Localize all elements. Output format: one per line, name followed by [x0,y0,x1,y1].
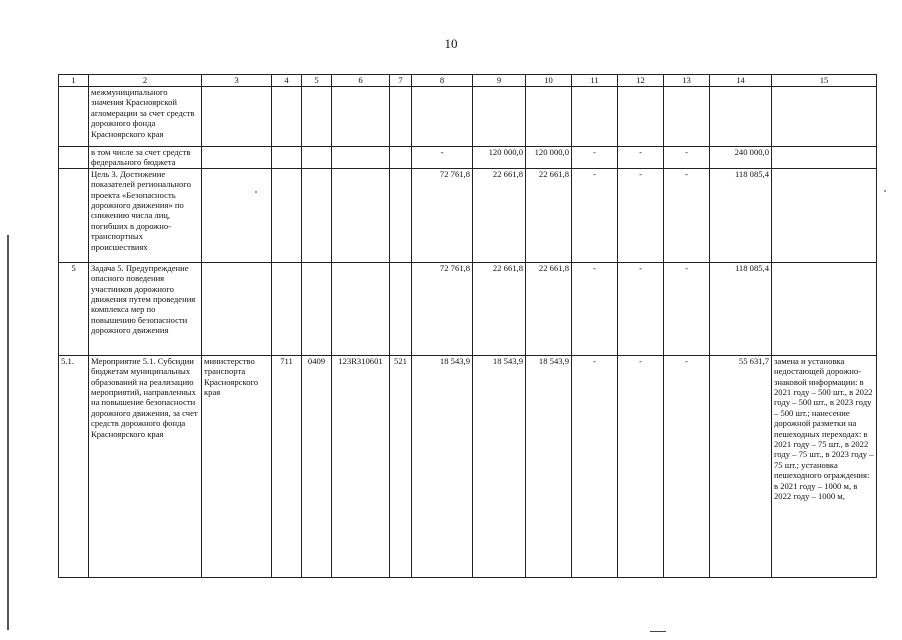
cell-amount [526,87,572,147]
cell-total: 118 085,4 [710,262,772,355]
cell-rzpr [302,168,332,262]
cell-amount: 72 761,8 [412,262,473,355]
cell-grbs [272,168,302,262]
cell-number [59,168,89,262]
cell-result: замена и установка недостающей дорожно-знаковой информации: в 2021 году – 500 шт., в 2022 году – 500 шт., в 2023 году – 500 шт.; нанесение дорожной разметки на пешеходных переходах: в 2021 году – 75 шт., в 2022 году – 75 шт., в 2023 году – 75 шт.; установка пешеходного ограждения: в 2021 году – 1000 м, в 2022 году – 1000 м, [772,355,877,577]
header-cell: 2 [89,75,202,87]
cell-csr [332,147,390,169]
table-row [59,262,877,355]
table-header-row [59,75,877,87]
header-cell: 7 [390,75,412,87]
scan-dash [650,631,666,632]
cell-name: Цель 3. Достижение показателей регионального проекта «Безопасность дорожного движения» по снижению числа лиц, погибших в дорожно-транспортных происшествиях [89,168,202,262]
cell-number: 5 [59,262,89,355]
cell-amount [618,87,664,147]
header-cell: 11 [572,75,618,87]
cell-grbs [272,87,302,147]
cell-total: 55 631,7 [710,355,772,577]
cell-result [772,262,877,355]
cell-amount: - [664,355,710,577]
cell-amount: 120 000,0 [526,147,572,169]
cell-amount: - [664,147,710,169]
cell-grbs: 711 [272,355,302,577]
cell-rzpr [302,87,332,147]
cell-name: в том числе за счет средств федерального бюджета [89,147,202,169]
cell-amount: - [618,355,664,577]
cell-amount [473,87,526,147]
cell-vr [390,168,412,262]
table-row [59,87,877,147]
cell-amount: - [412,147,473,169]
cell-amount: 72 761,8 [412,168,473,262]
cell-amount: 120 000,0 [473,147,526,169]
cell-amount: - [664,262,710,355]
cell-amount: - [572,168,618,262]
cell-vr [390,147,412,169]
cell-csr [332,262,390,355]
cell-number [59,87,89,147]
header-cell: 13 [664,75,710,87]
header-cell: 15 [772,75,877,87]
header-cell: 1 [59,75,89,87]
cell-amount: - [572,262,618,355]
cell-csr [332,87,390,147]
cell-executor [202,147,272,169]
cell-executor: министерство транспорта Красноярского края [202,355,272,577]
header-cell: 5 [302,75,332,87]
cell-name: Задача 5. Предупреждение опасного поведения участников дорожного движения путем проведения комплекса мер по повышению безопасности дорожного движения [89,262,202,355]
table-row [59,168,877,262]
table-row [59,355,877,577]
header-cell: 9 [473,75,526,87]
cell-grbs [272,147,302,169]
cell-amount: 18 543,9 [473,355,526,577]
cell-rzpr: 0409 [302,355,332,577]
cell-amount: - [618,262,664,355]
cell-vr [390,87,412,147]
cell-result [772,87,877,147]
cell-name: межмуниципального значения Красноярской агломерации за счет средств дорожного фонда Красноярского края [89,87,202,147]
scan-speck [884,190,886,192]
cell-amount: - [664,168,710,262]
cell-amount: - [618,168,664,262]
budget-table [58,74,877,578]
cell-amount: 18 543,9 [412,355,473,577]
cell-amount [664,87,710,147]
cell-amount: 18 543,9 [526,355,572,577]
header-cell: 6 [332,75,390,87]
scan-speck [255,191,257,193]
cell-amount: 22 661,8 [526,168,572,262]
header-cell: 8 [412,75,473,87]
cell-grbs [272,262,302,355]
cell-vr [390,262,412,355]
cell-amount: 22 661,8 [473,262,526,355]
cell-rzpr [302,147,332,169]
cell-total [710,87,772,147]
page-number: 10 [444,36,458,51]
cell-amount: 22 661,8 [473,168,526,262]
table-row [59,147,877,169]
header-cell: 12 [618,75,664,87]
cell-result [772,168,877,262]
header-cell: 4 [272,75,302,87]
cell-amount: 22 661,8 [526,262,572,355]
cell-result [772,147,877,169]
cell-executor [202,87,272,147]
cell-amount: - [572,147,618,169]
cell-amount: - [572,355,618,577]
cell-executor [202,262,272,355]
cell-executor [202,168,272,262]
cell-csr: 123R310601 [332,355,390,577]
scan-edge-line [7,235,9,630]
cell-amount: - [618,147,664,169]
cell-amount [412,87,473,147]
header-cell: 14 [710,75,772,87]
cell-number [59,147,89,169]
cell-rzpr [302,262,332,355]
cell-csr [332,168,390,262]
cell-vr: 521 [390,355,412,577]
header-cell: 10 [526,75,572,87]
cell-name: Мероприятие 5.1. Субсидии бюджетам муниципальных образований на реализацию мероприятий, направленных на повышение безопасности дорожного движения, за счет средств дорожного фонда Красноярского края [89,355,202,577]
cell-amount [572,87,618,147]
header-cell: 3 [202,75,272,87]
cell-total: 240 000,0 [710,147,772,169]
cell-total: 118 085,4 [710,168,772,262]
cell-number: 5.1. [59,355,89,577]
